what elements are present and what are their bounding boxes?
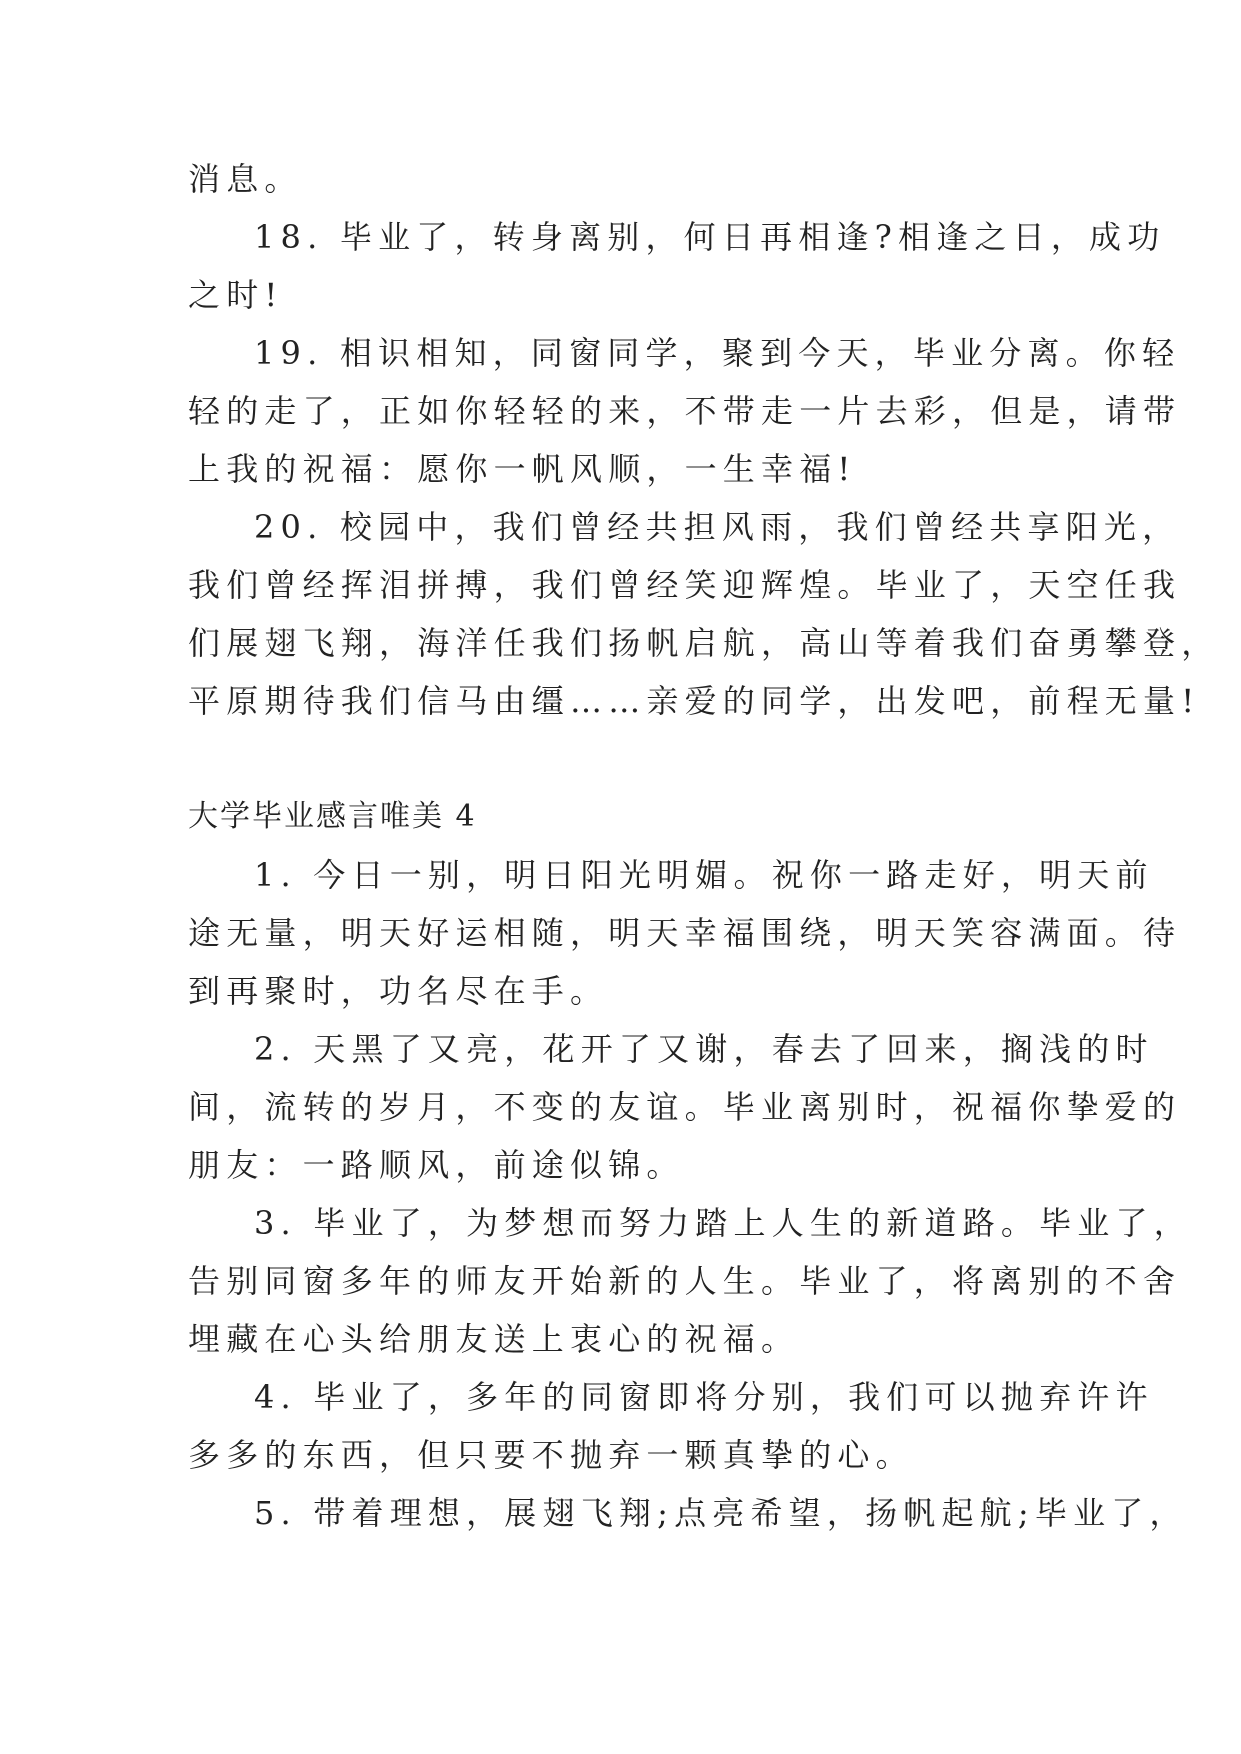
paragraph-line: 上我的祝福：愿你一帆风顺，一生幸福! — [188, 450, 857, 488]
paragraph-line: 5. 带着理想，展翅飞翔;点亮希望，扬帆起航;毕业了， — [254, 1494, 1188, 1532]
paragraph-line: 间，流转的岁月，不变的友谊。毕业离别时，祝福你挚爱的 — [188, 1088, 1182, 1126]
paragraph-line: 平原期待我们信马由缰……亲爱的同学，出发吧，前程无量! — [188, 682, 1201, 720]
paragraph-line: 20. 校园中，我们曾经共担风雨，我们曾经共享阳光， — [254, 508, 1181, 546]
list-item — [188, 1484, 1188, 1542]
paragraph-line: 19. 相识相知，同窗同学，聚到今天，毕业分离。你轻 — [254, 334, 1181, 372]
paragraph-line: 到再聚时，功名尽在手。 — [188, 972, 609, 1010]
list-item — [188, 208, 1166, 324]
paragraph-line: 之时! — [188, 276, 284, 314]
list-item — [188, 1368, 1154, 1484]
paragraph-line: 们展翅飞翔，海洋任我们扬帆启航，高山等着我们奋勇攀登， — [188, 624, 1220, 662]
paragraph-line: 18. 毕业了，转身离别，何日再相逢?相逢之日，成功 — [254, 218, 1166, 256]
paragraph-line: 途无量，明天好运相随，明天幸福围绕，明天笑容满面。待 — [188, 914, 1182, 952]
paragraph-line: 告别同窗多年的师友开始新的人生。毕业了，将离别的不舍 — [188, 1262, 1182, 1300]
paragraph-line: 1. 今日一别，明日阳光明媚。祝你一路走好，明天前 — [254, 856, 1154, 894]
list-item — [188, 1020, 1182, 1194]
list-item — [188, 846, 1182, 1020]
paragraph-line: 朋友：一路顺风，前途似锦。 — [188, 1146, 685, 1184]
document-page — [188, 150, 1220, 1542]
list-item — [188, 324, 1182, 498]
list-item — [188, 498, 1220, 730]
paragraph-line: 2. 天黑了又亮，花开了又谢，春去了回来，搁浅的时 — [254, 1030, 1154, 1068]
paragraph-line: 4. 毕业了，多年的同窗即将分别，我们可以抛弃许许 — [254, 1378, 1154, 1416]
section-heading: 大学毕业感言唯美 4 — [188, 799, 477, 834]
paragraph-line: 3. 毕业了，为梦想而努力踏上人生的新道路。毕业了， — [254, 1204, 1192, 1242]
section-spacer — [188, 730, 1054, 788]
paragraph-line: 轻的走了，正如你轻轻的来，不带走一片去彩，但是，请带 — [188, 392, 1182, 430]
paragraph-line: 我们曾经挥泪拼搏，我们曾经笑迎辉煌。毕业了，天空任我 — [188, 566, 1182, 604]
paragraph-line: 埋藏在心头给朋友送上衷心的祝福。 — [188, 1320, 800, 1358]
list-item — [188, 1194, 1192, 1368]
paragraph-line: 多多的东西，但只要不抛弃一颗真挚的心。 — [188, 1436, 914, 1474]
paragraph-line: 消息。 — [188, 160, 303, 198]
